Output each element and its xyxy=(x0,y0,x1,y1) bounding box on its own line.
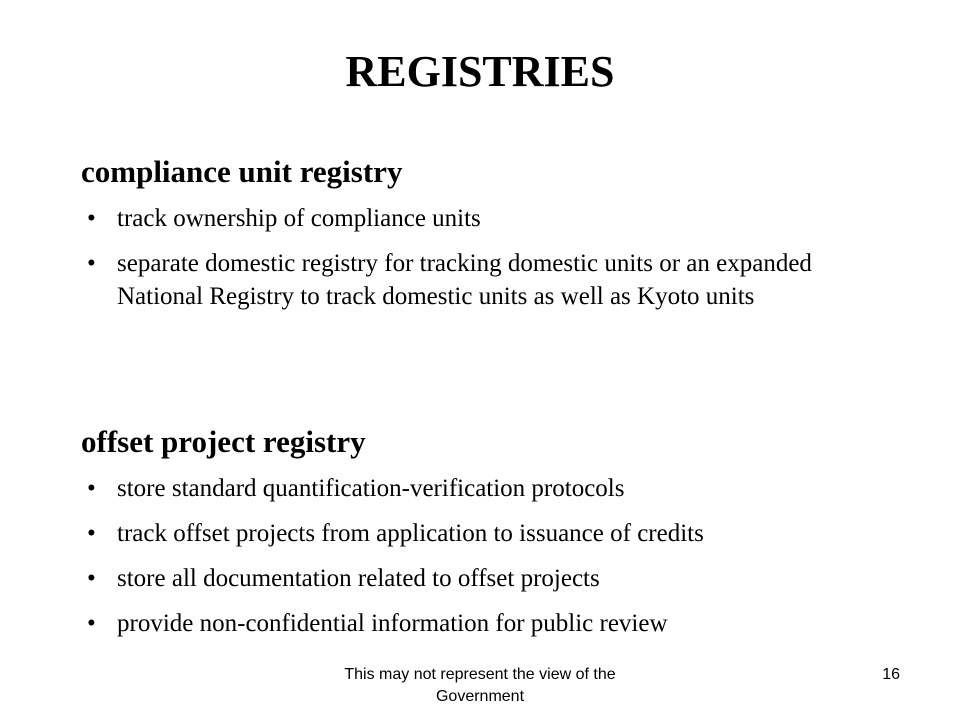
bullet-item xyxy=(81,562,901,595)
section-offset-project-registry xyxy=(81,422,901,652)
bullet-list xyxy=(81,472,901,640)
bullet-text: track ownership of compliance units xyxy=(117,205,481,232)
bullet-text: store standard quantification-verification protocols xyxy=(117,475,625,502)
bullet-icon: • xyxy=(87,475,96,502)
bullet-item xyxy=(81,472,901,505)
bullet-item xyxy=(81,202,901,235)
bullet-icon: • xyxy=(87,565,96,592)
bullet-text: track offset projects from application to issuance of credits xyxy=(117,520,704,547)
bullet-list xyxy=(81,202,901,313)
bullet-icon: • xyxy=(87,205,96,232)
section-heading: compliance unit registry xyxy=(81,154,403,189)
bullet-icon: • xyxy=(87,250,96,277)
bullet-item xyxy=(81,607,901,640)
bullet-item xyxy=(81,247,901,313)
bullet-text: separate domestic registry for tracking domestic units or an expanded National Registry to track domestic units as well as Kyoto units xyxy=(117,250,812,310)
bullet-item xyxy=(81,517,901,550)
bullet-icon: • xyxy=(87,520,96,547)
bullet-icon: • xyxy=(87,610,96,637)
bullet-text: provide non-confidential information for public review xyxy=(117,610,668,637)
section-compliance-unit-registry xyxy=(81,152,901,325)
slide-title: REGISTRIES xyxy=(345,47,615,96)
section-heading: offset project registry xyxy=(81,424,366,459)
bullet-text: store all documentation related to offset projects xyxy=(117,565,600,592)
footer-disclaimer: This may not represent the view of the Government xyxy=(344,666,616,705)
page-number: 16 xyxy=(882,666,900,683)
